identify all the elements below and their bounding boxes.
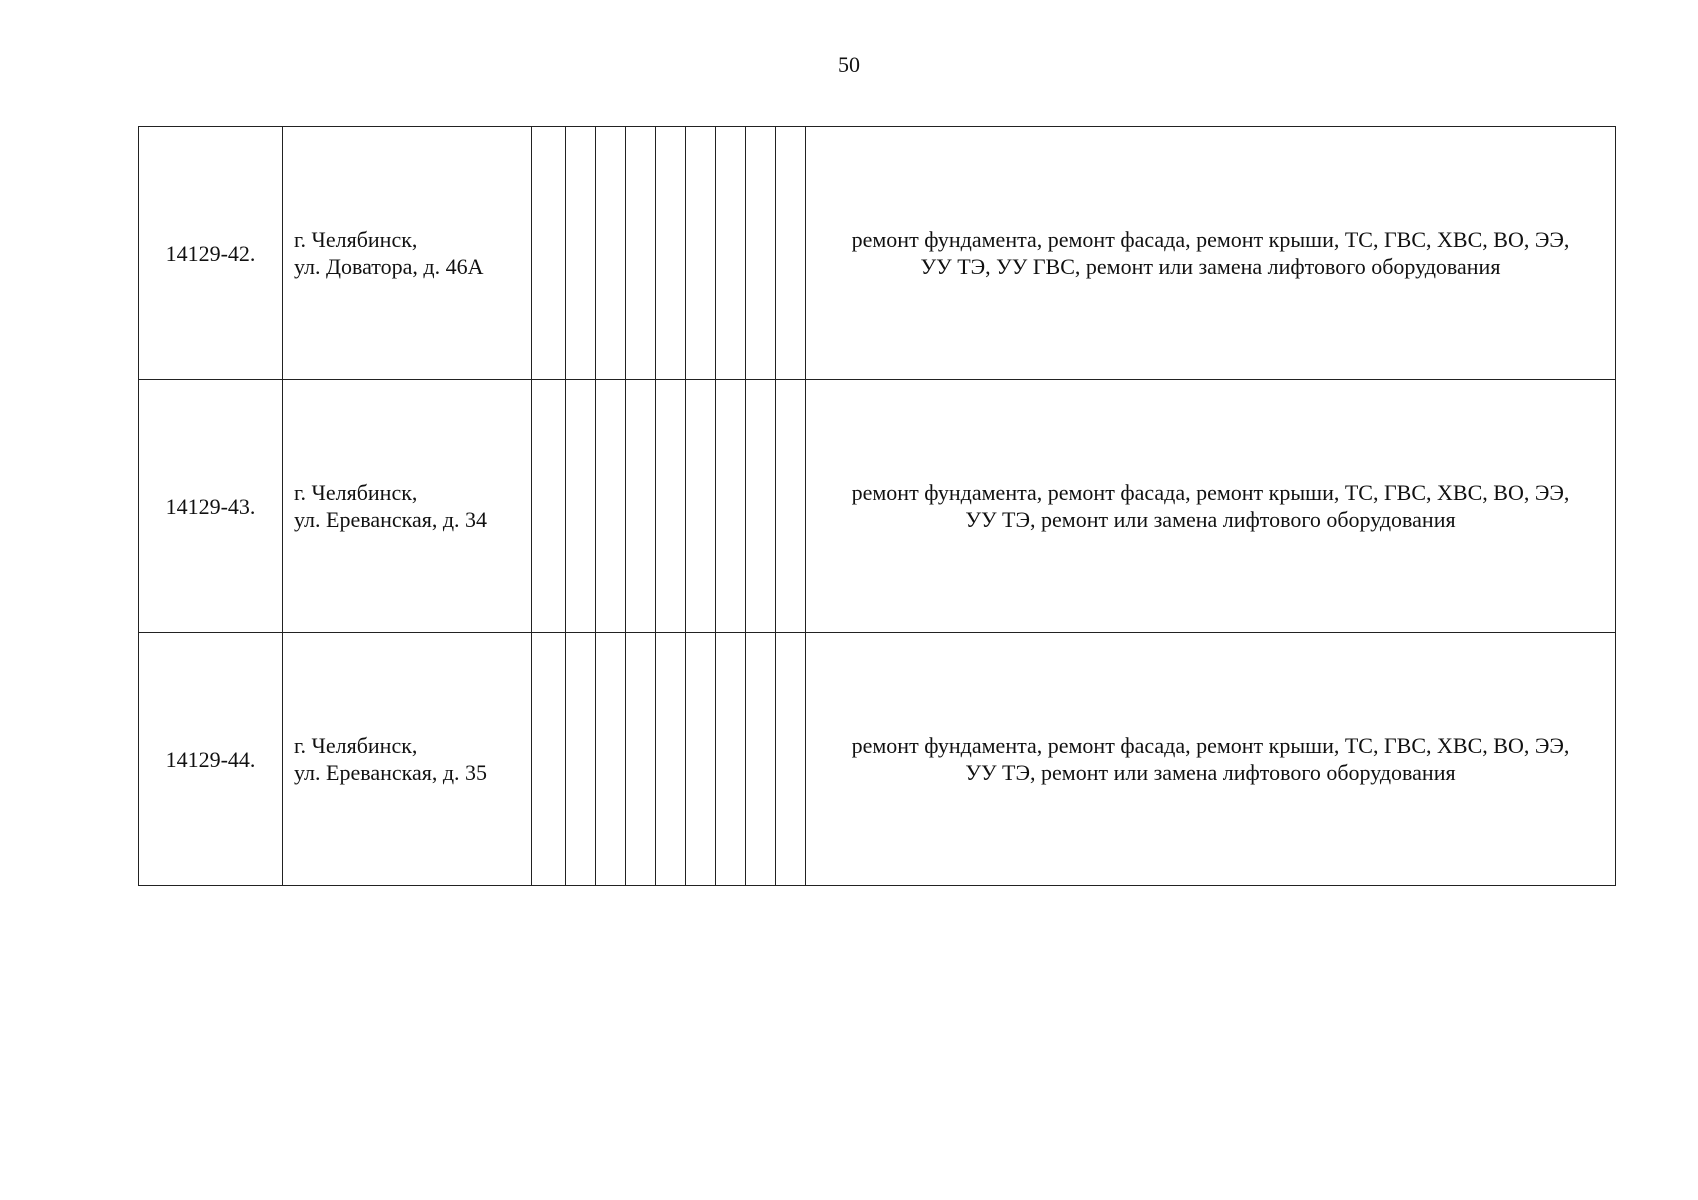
empty-cell	[776, 380, 806, 633]
row-number: 14129-42.	[139, 127, 283, 380]
empty-cell	[776, 633, 806, 886]
empty-cell	[686, 127, 716, 380]
table-row	[139, 633, 1616, 886]
works-cell	[806, 380, 1616, 633]
empty-cell	[532, 127, 566, 380]
empty-cell	[596, 380, 626, 633]
works-text-line: ремонт фундамента, ремонт фасада, ремонт крыши, ТС, ГВС, ХВС, ВО, ЭЭ,	[851, 733, 1570, 758]
repair-table	[138, 126, 1616, 886]
address-city: г. Челябинск,	[294, 480, 418, 505]
empty-cell	[596, 127, 626, 380]
address-cell	[283, 380, 532, 633]
row-number: 14129-44.	[139, 633, 283, 886]
empty-cell	[656, 633, 686, 886]
address-street: ул. Доватора, д. 46А	[294, 254, 484, 279]
works-text-line: ремонт фундамента, ремонт фасада, ремонт крыши, ТС, ГВС, ХВС, ВО, ЭЭ,	[851, 480, 1570, 505]
empty-cell	[596, 633, 626, 886]
works-cell	[806, 633, 1616, 886]
empty-cell	[566, 380, 596, 633]
empty-cell	[532, 633, 566, 886]
empty-cell	[566, 633, 596, 886]
address-street: ул. Ереванская, д. 34	[294, 507, 488, 532]
empty-cell	[716, 633, 746, 886]
table-row	[139, 380, 1616, 633]
empty-cell	[776, 127, 806, 380]
address-street: ул. Ереванская, д. 35	[294, 760, 488, 785]
address-city: г. Челябинск,	[294, 733, 418, 758]
works-text-line: УУ ТЭ, УУ ГВС, ремонт или замена лифтового оборудования	[920, 254, 1501, 279]
row-number: 14129-43.	[139, 380, 283, 633]
empty-cell	[716, 127, 746, 380]
empty-cell	[716, 380, 746, 633]
works-text-line: ремонт фундамента, ремонт фасада, ремонт крыши, ТС, ГВС, ХВС, ВО, ЭЭ,	[851, 227, 1570, 252]
works-text-line: УУ ТЭ, ремонт или замена лифтового оборудования	[965, 507, 1456, 532]
empty-cell	[656, 380, 686, 633]
works-cell	[806, 127, 1616, 380]
works-text-line: УУ ТЭ, ремонт или замена лифтового оборудования	[965, 760, 1456, 785]
empty-cell	[746, 380, 776, 633]
address-city: г. Челябинск,	[294, 227, 418, 252]
empty-cell	[532, 380, 566, 633]
empty-cell	[566, 127, 596, 380]
empty-cell	[626, 633, 656, 886]
empty-cell	[656, 127, 686, 380]
address-cell	[283, 127, 532, 380]
empty-cell	[686, 380, 716, 633]
page-number: 50	[838, 52, 860, 77]
empty-cell	[626, 127, 656, 380]
empty-cell	[626, 380, 656, 633]
empty-cell	[686, 633, 716, 886]
address-cell	[283, 633, 532, 886]
empty-cell	[746, 633, 776, 886]
empty-cell	[746, 127, 776, 380]
table-row	[139, 127, 1616, 380]
